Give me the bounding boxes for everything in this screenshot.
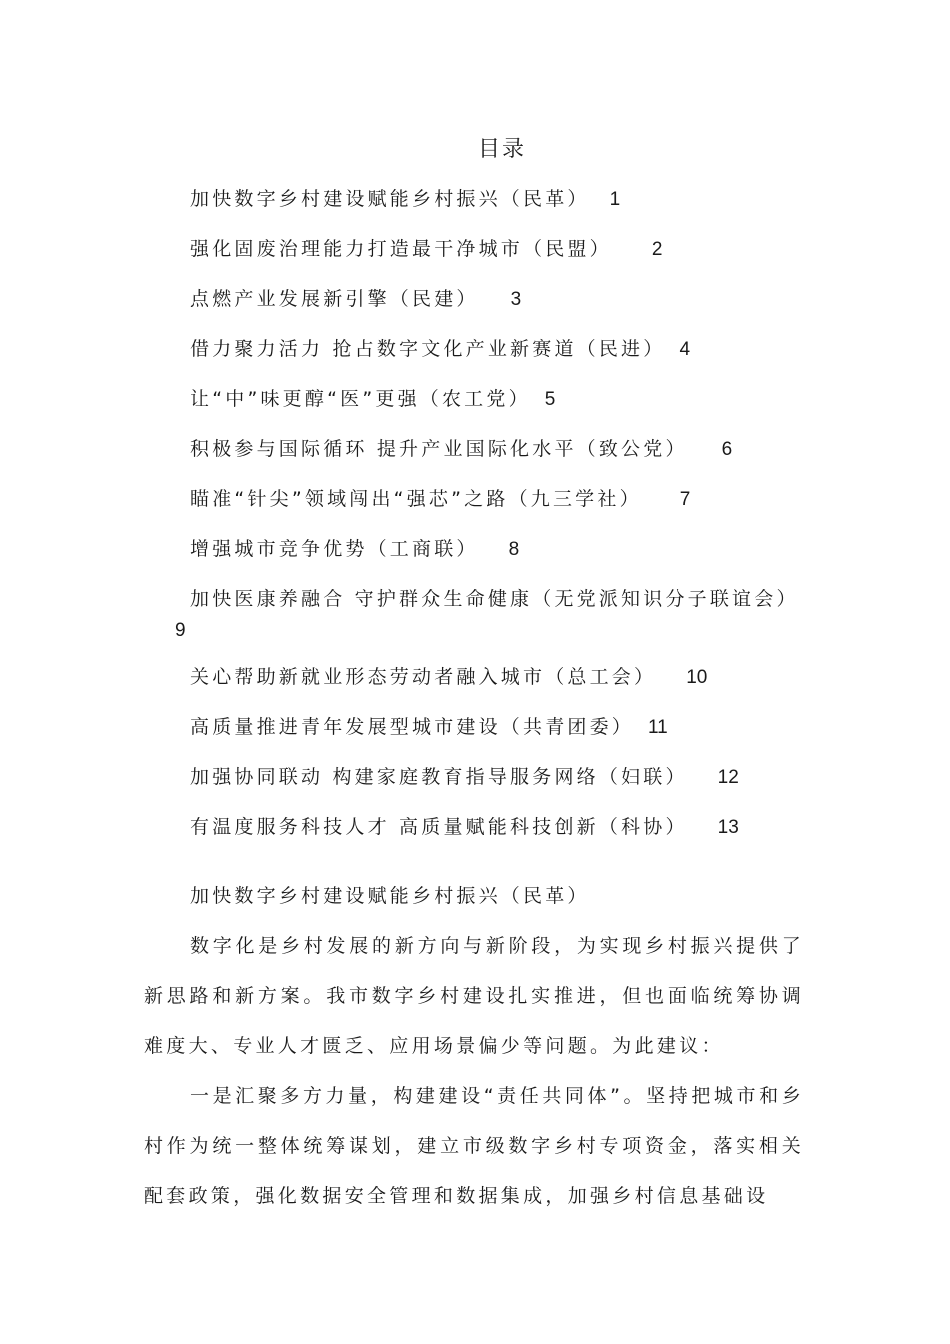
toc-entry-title: 借力聚力活力 抢占数字文化产业新赛道（民进） xyxy=(190,338,666,360)
toc-entry-page-number: 6 xyxy=(721,439,733,460)
toc-entry xyxy=(190,431,830,481)
section-heading: 加快数字乡村建设赋能乡村振兴（民革） xyxy=(190,885,590,907)
toc-entry-page-number: 9 xyxy=(175,620,186,641)
toc-entry-title: 点燃产业发展新引擎（民建） xyxy=(190,288,479,310)
toc-entry-title: 高质量推进青年发展型城市建设（共青团委） xyxy=(190,716,635,738)
toc-entry-page-number: 13 xyxy=(717,817,739,838)
table-of-contents xyxy=(175,181,830,859)
toc-entry-page-number: 5 xyxy=(544,389,556,410)
toc-entry xyxy=(175,581,830,645)
toc-entry xyxy=(190,331,830,381)
toc-entry xyxy=(190,759,830,809)
toc-entry xyxy=(190,809,830,859)
toc-entry xyxy=(190,531,830,581)
toc-entry-title: 加强协同联动 构建家庭教育指导服务网络（妇联） xyxy=(190,766,688,788)
toc-entry xyxy=(190,381,830,431)
toc-entry xyxy=(190,709,830,759)
toc-entry-page-number: 11 xyxy=(648,717,668,738)
body-paragraph: 一是汇聚多方力量，构建建设“责任共同体”。坚持把城市和乡村作为统一整体统筹谋划，建立市级数字乡村专项资金，落实相关配套政策，强化数据安全管理和数据集成，加强乡村信息基础设 xyxy=(144,1085,804,1207)
toc-entry-page-number: 1 xyxy=(609,189,621,210)
toc-entry xyxy=(190,281,830,331)
toc-entry-title: 瞄准“针尖”领域闯出“强芯”之路（九三学社） xyxy=(190,488,642,510)
toc-entry-page-number: 2 xyxy=(651,239,663,260)
toc-entry-page-number: 3 xyxy=(510,289,522,310)
toc-entry-title: 有温度服务科技人才 高质量赋能科技创新（科协） xyxy=(190,816,688,838)
toc-entry-title: 关心帮助新就业形态劳动者融入城市（总工会） xyxy=(190,666,657,688)
toc-entry-title: 积极参与国际循环 提升产业国际化水平（致公党） xyxy=(190,438,688,460)
toc-entry-title: 加快医康养融合 守护群众生命健康（无党派知识分子联谊会） xyxy=(190,588,799,610)
toc-entry-page-number: 8 xyxy=(508,539,520,560)
toc-title: 目录 xyxy=(477,137,526,162)
toc-entry xyxy=(190,231,830,281)
toc-entry xyxy=(190,181,830,231)
toc-entry-page-number: 12 xyxy=(717,767,739,788)
toc-entry-page-number: 4 xyxy=(679,339,691,360)
toc-entry xyxy=(190,659,830,709)
toc-entry-title: 强化固废治理能力打造最干净城市（民盟） xyxy=(190,238,612,260)
toc-entry-page-number: 7 xyxy=(679,489,691,510)
toc-entry-title: 让“中”味更醇“医”更强（农工党） xyxy=(190,388,531,410)
body-paragraph: 数字化是乡村发展的新方向与新阶段，为实现乡村振兴提供了新思路和新方案。我市数字乡村建设扎实推进，但也面临统筹协调难度大、专业人才匮乏、应用场景偏少等问题。为此建议： xyxy=(144,935,804,1057)
toc-entry-page-number: 10 xyxy=(686,667,708,688)
document-body xyxy=(144,878,804,1221)
toc-entry xyxy=(190,481,830,531)
toc-entry-title: 增强城市竞争优势（工商联） xyxy=(190,538,479,560)
toc-entry-title: 加快数字乡村建设赋能乡村振兴（民革） xyxy=(190,188,590,210)
